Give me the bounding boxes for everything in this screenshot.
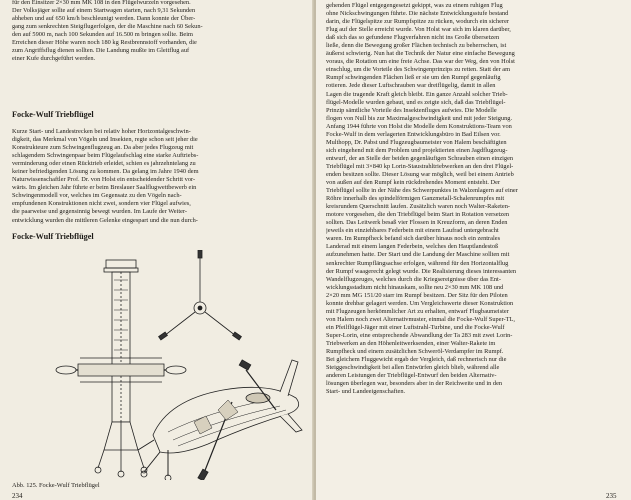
text-line: Triebwerken an den Höhenleitwerksenden, einer Walter-Rakete im (326, 339, 496, 347)
text-line: rotieren. Jede dieser Luftschrauben war dreiflügelig, damit in allen (326, 82, 496, 90)
text-line: die paarweise und gegensinnig bewegt wurden. Im Laufe der Weiter- (12, 208, 188, 216)
text-line: aufzunehmen hatte. Der Start und die Landung der Maschine sollten mit (326, 251, 510, 259)
text-line: Anfang 1944 führte von Holst die Modelle dem Konstruktions-Team von (326, 122, 512, 130)
text-line: konnte drehbar gelagert werden. Um Vergleichswerte dieser Konstruktion (326, 299, 514, 307)
lead-paragraph (12, 0, 300, 63)
figure-caption: Abb. 125. Focke-Wulf Triebflügel (12, 482, 100, 489)
text-line: von Halem noch zwei Alternativmuster, einmal die Focke-Wulf Super-TL, (326, 315, 515, 323)
aircraft-technical-drawing (18, 250, 308, 480)
text-line: schlagendem Schwingenpaar beim Flügelaufschlag eine starke Auftriebs- (12, 152, 199, 160)
text-line: Triebflügel mit 3×840 kp Lorin-Staustrahltriebwerken an den drei Flügel- (326, 162, 514, 170)
text-line: jeweils ein einziehbares Federbein mit einem Laufrad untergebracht (326, 227, 499, 235)
text-line: für den Einsitzer 2×30 mm MK 108 in den Flügelwurzeln vorgesehen. (12, 0, 191, 6)
text-line: Kurze Start- und Landestrecken bei relativ hoher Horizontalgeschwin- (12, 128, 191, 135)
text-line: mit Flugzeugen herkömmlicher Art zu erhalten, entwarf Flugbaumeister (326, 307, 509, 315)
text-line: Steiggeschwindigkeit bei allen Entwürfen gleich blieb, während alle (326, 364, 500, 372)
text-line: kreisrundem Querschnitt laufen. Zusätzlich waren noch Walter-Raketen- (326, 203, 511, 211)
text-line: senkrechter Rumpflängsachse erfolgen, während für den Horizontalflug (326, 259, 509, 267)
right-page (316, 0, 631, 500)
cutaway-side-view (138, 360, 302, 480)
text-line: äußerst schwierig. Nun hat die Technik der Natur eine einfache Bewegung (326, 50, 515, 58)
text-line: entwicklung wurden die mittleren Gelenke eingespart und die nun durch- (12, 216, 198, 224)
text-line: Erreichen dieser Höhe waren noch 180 kg Restbrennstoff vorhanden, die (12, 39, 197, 47)
page-number: 235 (606, 492, 617, 500)
text-line: Der Volksjäger sollte auf einem Startwagen starten, nach 9,31 Sekunden (12, 7, 196, 15)
text-line: Wandelflugzeuges, welches durch die Kriegsereignisse über das Ent- (326, 275, 501, 283)
text-line: einer Kufe durchgeführt werden. (12, 55, 96, 63)
text-line: wärts. Im gleichen Jahr führte er beim Breslauer Saalflugwettbewerb ein (12, 184, 197, 192)
text-line: wicklungsstadium nicht hinauskam, sollte neu 2×30 mm MK 108 und (326, 283, 504, 291)
text-line: empfundenen Konstruktionen nicht zwei, sondern vier Flügel aufwies, (12, 200, 191, 208)
front-view-rotor (159, 250, 242, 340)
text-line: entwurf, der an Stelle der beiden gegenläufigen Schrauben einen einzigen (326, 154, 514, 162)
text-line: ohne Nickschwingungen führte. Die nächste Entwicklungsstufe bestand (326, 10, 509, 18)
text-line: verminderung oder einen Rücktrieb erleidet, schien es jahrzehntelang zu (12, 160, 196, 168)
text-line: Schwingenmodell vor, welches im Gegensatz zu den Vögeln nach- (12, 192, 182, 200)
text-line: Lagen die tragende Kraft gleich bleibt. Ein ganze Anzahl solcher Trieb- (326, 90, 508, 98)
text-line: anderen Leistungen der Triebflügel-Entwurf den beiden Alternativ- (326, 372, 497, 380)
text-line: den auf 5900 m, nach 100 Sekunden auf 16.500 m bringen sollte. Beim (12, 31, 193, 39)
text-line: Rumpf schwingenden Flächen ließ er sie um den Rumpf gegenläufig (326, 74, 501, 82)
text-line: daß sich das so gefundene Flugverfahren nicht ins Große übersetzen (326, 34, 500, 42)
text-line: waren. Im Rumpfheck befand sich darüber hinaus noch ein zentrales (326, 235, 501, 243)
section-heading: Focke-Wulf Triebflügel (12, 110, 94, 119)
text-line: voraus, die Rotation um eine freie Achse. Das war der Weg, den von Holst (326, 58, 515, 66)
text-line: Landerad mit einem langen Federbein, welches den Hauptlandestoß (326, 243, 499, 251)
left-page (0, 0, 314, 500)
page-number: 234 (12, 492, 23, 500)
text-line: motore vorgesehen, die den Triebflügel beim Start in Rotation versetzen (326, 211, 510, 219)
text-line: Start- und Landeeigenschaften. (326, 388, 406, 396)
text-line: Flug auf der Stelle erreicht wurde. Von Holst war sich im klaren darüber, (326, 26, 511, 34)
text-line: Super-Lorin, eine entsprechende Abwandlung der Ta 283 mit zwei Lorin- (326, 331, 513, 339)
text-line: Triebflügel sollte in der Nähe des Schwerpunktes in Walzenlagern auf einer (326, 187, 518, 195)
text-line: lösungen überlegen war, besonders aber in der Reichweite und in den (326, 380, 503, 388)
text-line: gang zum senkrechten Steigflugerfolgen, der die Maschine nach 60 Sekun- (12, 23, 203, 31)
text-line: keiner befriedigenden Lösung zu kommen. Da gelang im Jahre 1940 dem (12, 168, 199, 176)
text-line: Focke-Wulf in dem verlagerten Entwicklungsbüro in Bad Eilsen vor. (326, 130, 501, 138)
text-line: flogen von Null bis zur Maximalgeschwindigkeit und mit jeder Steigung. (326, 114, 513, 122)
figure-heading: Focke-Wulf Triebflügel (12, 232, 94, 241)
text-line: ein Pfeilflügel-Jäger mit einer Luftstrahl-Turbine, und die Focke-Wulf (326, 323, 505, 331)
text-line: Rumpfheck und einem zusätzlichen Schweröl-Verdampfer im Rumpf. (326, 348, 504, 356)
text-line: digkeit, das Merkmal von Vögeln und Insekten, regte schon seit jeher die (12, 136, 198, 144)
text-line: sollten. Das Leitwerk besaß vier Flossen in Kreuzform, an deren Enden (326, 219, 508, 227)
text-line: 2×20 mm MG 151/20 starr im Rumpf besitzen. Der Sitz für den Piloten (326, 291, 508, 299)
right-body-text (326, 2, 618, 396)
text-line: darin, die Flügelspitze zur Rumpfspitze zu rücken, wodurch ein sicherer (326, 18, 510, 26)
text-line: flügel-Modelle wurden gebaut, und es zeigte sich, daß das Triebflügel- (326, 98, 506, 106)
text-line: gehenden Flügel entgegengesetzt gekippt, was zu einem ruhigen Flug (326, 2, 503, 9)
text-line: der Rumpf waagerecht gelegt wurde. Die Realisierung dieses interessanten (326, 267, 517, 275)
text-line: abheben und auf 650 km/h beschleunigt werden. Dann konnte der Über- (12, 15, 196, 23)
text-line: zum Angriffsflug dienen sollten. Die Landung mußte im Gleitflug auf (12, 47, 190, 55)
text-line: von außen auf den Rumpf kein rückdrehendes Moment entsteht. Der (326, 179, 501, 187)
body-paragraph (12, 128, 300, 225)
text-line: Röhre innerhalb des spindelförmigen Ganzmetall-Schalenrumpfes mit (326, 195, 505, 203)
text-line: Bei gleichem Fluggewicht ergab der Vergleich, daß rechnerisch nur die (326, 356, 507, 364)
text-line: Multhopp, Dr. Pabst und Flugzeugbaumeister von Halem beschäftigten (326, 138, 507, 146)
text-line: Prinzip sämtliche Vorteile des Insektenfluges aufwies. Die Modelle (326, 106, 497, 114)
text-line: ließe, denn die Bewegung großer Flächen technisch zu beherrschen, ist (326, 42, 507, 50)
text-line: Naturwissenschaftler Prof. Dr. von Holst ein entscheidender Schritt vor- (12, 176, 196, 184)
text-line: einschlug, um die Vorteile des Schwingenprinzips zu retten. Statt der am (326, 66, 511, 74)
text-line: Konstrukteure zum Schwingenflugzeug an. Da aber jedes Flugzeug mit (12, 144, 194, 152)
text-line: sich eingehend mit dem Problem und projektierten einen Jagdflugzeug- (326, 146, 508, 154)
text-line: enden besitzen sollte. Dieser Lösung war möglich, weil bei einem Antrieb (326, 170, 514, 178)
